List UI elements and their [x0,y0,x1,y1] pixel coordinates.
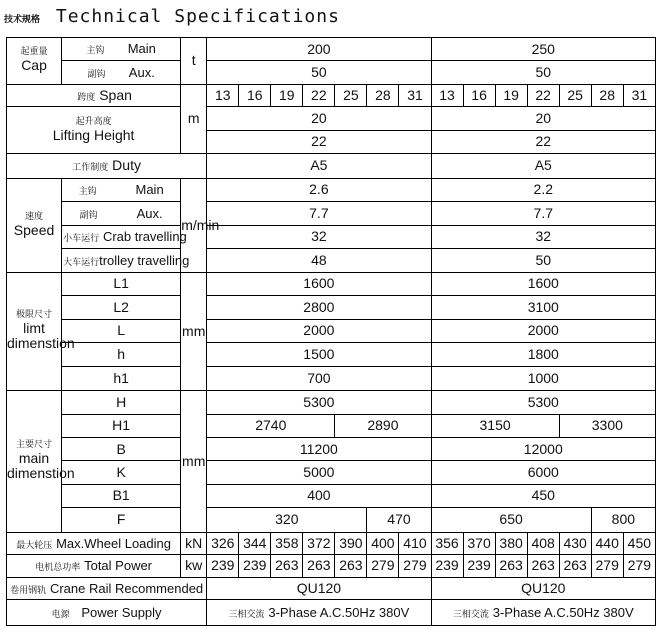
table-row [7,225,656,248]
power-cell: 279 [623,555,655,577]
speed-trolley-b: 50 [431,249,655,272]
cap-main-b: 250 [431,38,655,61]
wheel-cell: 430 [559,532,591,554]
table-row [7,555,656,577]
span-cell: 31 [623,84,655,106]
rail-b: QU120 [431,577,655,599]
main-dim-cell: 6000 [431,461,655,484]
wheel-label: 最大轮压 Max.Wheel Loading [7,532,181,554]
wheel-cell: 358 [271,532,303,554]
speed-crab-b: 32 [431,225,655,248]
power-cell: 239 [431,555,463,577]
page-title [4,6,340,27]
limit-cell: 1800 [431,343,655,366]
wheel-cell: 450 [623,532,655,554]
span-cell: 22 [303,84,335,106]
wheel-cell: 390 [335,532,367,554]
table-row [7,366,656,391]
power-label: 电机总功率 Total Power [7,555,181,577]
main-dim-cell: 11200 [207,438,431,461]
wheel-cell: 400 [367,532,399,554]
spec-table [6,37,656,626]
main-dim-cell: 320 [207,508,367,533]
limit-cell: 2800 [207,296,431,319]
duty-label: 工作制度 Duty [7,154,207,179]
span-cell: 19 [495,84,527,106]
limit-l1-label: L1 [62,272,181,295]
wheel-cell: 380 [495,532,527,554]
main-dim-cell: 400 [207,484,431,507]
main-dim-k-label: K [62,461,181,484]
span-cell: 16 [239,84,271,106]
speed-trolley-label: 大车运行trolley travelling [62,249,181,272]
table-row [7,202,656,225]
main-dim-b-label: B [62,438,181,461]
speed-trolley-a: 48 [207,249,431,272]
table-row [7,414,656,437]
main-dim-cell: 12000 [431,438,655,461]
power-cell: 279 [399,555,431,577]
power-cell: 239 [239,555,271,577]
cap-unit: t [181,38,207,85]
table-row [7,343,656,366]
title-cn: 技术规格 [4,15,41,25]
span-label: 跨度 Span [7,84,181,106]
cap-aux-label: 副钩 Aux. [62,61,181,84]
power-cell: 263 [495,555,527,577]
main-dim-h1-label: H1 [62,414,181,437]
main-dim-cell: 5300 [431,391,655,414]
lifting-aux-b: 22 [431,130,655,153]
table-row [7,38,656,61]
rail-label: 卷用钢轨 Crane Rail Recommended [7,577,207,599]
table-row [7,178,656,201]
wheel-cell: 372 [303,532,335,554]
main-dim-cell: 800 [591,508,655,533]
lifting-aux-a: 22 [207,130,431,153]
power-cell: 263 [271,555,303,577]
wheel-cell: 344 [239,532,271,554]
wheel-cell: 408 [527,532,559,554]
power-cell: 263 [303,555,335,577]
main-dim-cell: 3300 [559,414,655,437]
limit-unit: mm [181,272,207,390]
cap-main-label: 主钩 Main [62,38,181,61]
limit-h1-label: h1 [62,366,181,391]
span-cell: 25 [335,84,367,106]
speed-aux-b: 7.7 [431,202,655,225]
span-cell: 28 [591,84,623,106]
table-row [7,532,656,554]
power-cell: 263 [335,555,367,577]
table-row [7,461,656,484]
speed-aux-a: 7.7 [207,202,431,225]
power-cell: 263 [527,555,559,577]
limit-l-label: L [62,319,181,342]
table-row [7,438,656,461]
limit-cell: 2000 [207,319,431,342]
duty-a: A5 [207,154,431,179]
wheel-cell: 356 [431,532,463,554]
main-dim-f-label: F [62,508,181,533]
speed-label: 速度 Speed [7,178,62,272]
wheel-unit: kN [181,532,207,554]
main-dim-unit: mm [181,391,207,533]
lifting-label: 起升高度 Lifting Height [7,107,181,154]
span-cell: 13 [207,84,239,106]
speed-main-a: 2.6 [207,178,431,201]
power-cell: 279 [367,555,399,577]
cap-aux-a: 50 [207,61,431,84]
table-row [7,107,656,130]
table-row [7,154,656,179]
supply-label: 电源 Power Supply [7,600,207,626]
limit-cell: 2000 [431,319,655,342]
span-cell: 22 [527,84,559,106]
power-cell: 239 [207,555,239,577]
power-unit: kw [181,555,207,577]
wheel-cell: 370 [463,532,495,554]
main-dim-cell: 450 [431,484,655,507]
lifting-main-b: 20 [431,107,655,130]
limit-h-label: h [62,343,181,366]
main-dim-h-label: H [62,391,181,414]
cap-label: 起重量 Cap [7,38,62,85]
limit-cell: 1500 [207,343,431,366]
span-cell: 28 [367,84,399,106]
limit-cell: 1600 [431,272,655,295]
limit-cell: 1000 [431,366,655,391]
main-dim-b1-label: B1 [62,484,181,507]
supply-a: 三相交流 3-Phase A.C.50Hz 380V [207,600,431,626]
table-row [7,508,656,533]
wheel-cell: 440 [591,532,623,554]
table-row [7,296,656,319]
speed-unit: m/min [181,178,207,272]
span-cell: 25 [559,84,591,106]
limit-cell: 700 [207,366,431,391]
table-row [7,577,656,599]
speed-crab-a: 32 [207,225,431,248]
main-dim-cell: 650 [431,508,591,533]
span-cell: 13 [431,84,463,106]
span-cell: 16 [463,84,495,106]
main-dim-cell: 2740 [207,414,335,437]
title-en: Technical Specifications [55,6,340,27]
cap-main-a: 200 [207,38,431,61]
table-row [7,272,656,295]
main-dim-cell: 5300 [207,391,431,414]
rail-a: QU120 [207,577,431,599]
table-row [7,600,656,626]
cap-aux-b: 50 [431,61,655,84]
lifting-main-a: 20 [207,107,431,130]
speed-main-b: 2.2 [431,178,655,201]
speed-aux-label: 副钩 Aux. [62,202,181,225]
main-dim-cell: 3150 [431,414,559,437]
table-row [7,484,656,507]
speed-crab-label: 小车运行 Crab travelling [62,225,181,248]
wheel-cell: 326 [207,532,239,554]
duty-b: A5 [431,154,655,179]
limit-label: 极限尺寸 limt dimenstion [7,272,62,390]
limit-cell: 1600 [207,272,431,295]
lifting-unit: m [181,84,207,153]
limit-cell: 3100 [431,296,655,319]
span-cell: 31 [399,84,431,106]
table-row [7,319,656,342]
table-row [7,391,656,414]
main-dim-cell: 5000 [207,461,431,484]
power-cell: 239 [463,555,495,577]
table-row [7,61,656,84]
wheel-cell: 410 [399,532,431,554]
main-dim-cell: 470 [367,508,431,533]
power-cell: 279 [591,555,623,577]
speed-main-label: 主钩 Main [62,178,181,201]
supply-b: 三相交流 3-Phase A.C.50Hz 380V [431,600,655,626]
table-row [7,249,656,272]
table-row [7,84,656,106]
limit-l2-label: L2 [62,296,181,319]
power-cell: 263 [559,555,591,577]
main-dim-label: 主要尺寸 main dimenstion [7,391,62,533]
span-cell: 19 [271,84,303,106]
main-dim-cell: 2890 [335,414,431,437]
